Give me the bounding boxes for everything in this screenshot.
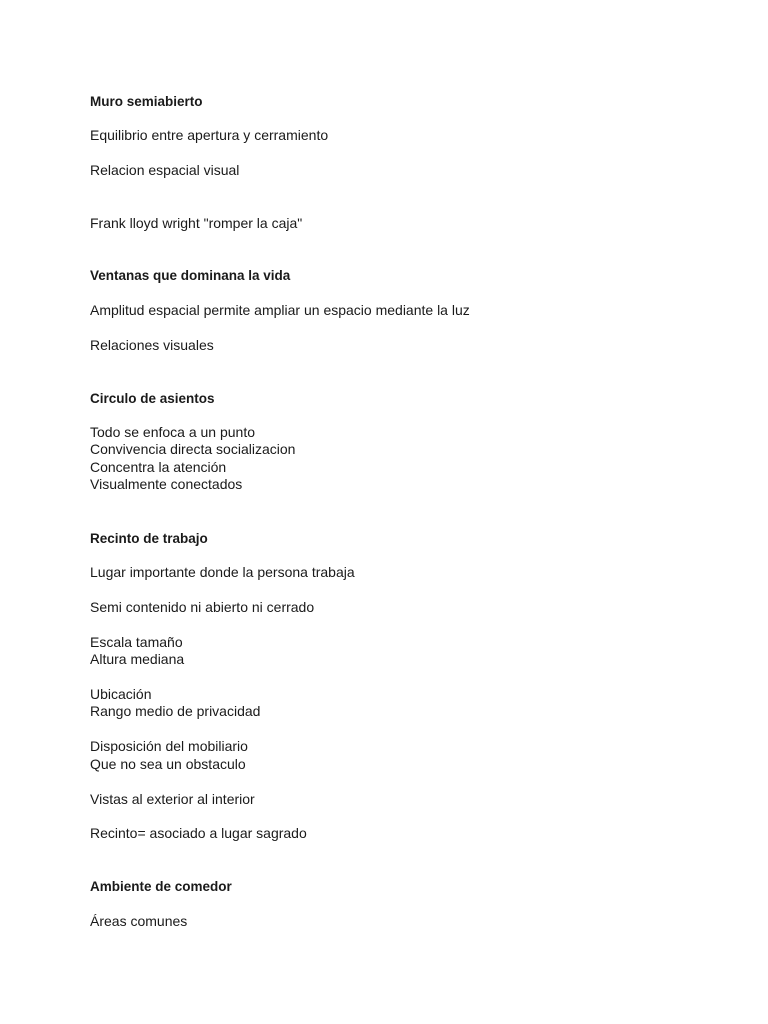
- text-line: Que no sea un obstaculo: [90, 756, 246, 772]
- text-line: Concentra la atención: [90, 459, 227, 475]
- text-line: Equilibrio entre apertura y cerramiento: [90, 127, 329, 143]
- text-line: Rango medio de privacidad: [90, 703, 261, 719]
- section-heading: Ventanas que dominana la vida: [90, 268, 291, 283]
- text-line: Ubicación: [90, 686, 152, 702]
- text-line: Semi contenido ni abierto ni cerrado: [90, 599, 315, 615]
- text-line: Lugar importante donde la persona trabaja: [90, 564, 355, 580]
- text-line: Convivencia directa socializacion: [90, 441, 296, 457]
- text-line: Altura mediana: [90, 651, 185, 667]
- text-line: Vistas al exterior al interior: [90, 791, 255, 807]
- text-line: Escala tamaño: [90, 634, 183, 650]
- text-line: Amplitud espacial permite ampliar un espacio mediante la luz: [90, 302, 470, 318]
- section-heading: Muro semiabierto: [90, 94, 203, 109]
- text-line: Visualmente conectados: [90, 476, 243, 492]
- section-heading: Ambiente de comedor: [90, 879, 232, 894]
- text-line: Disposición del mobiliario: [90, 738, 248, 754]
- text-line: Áreas comunes: [90, 913, 188, 929]
- text-line: Frank lloyd wright "romper la caja": [90, 215, 303, 231]
- section-heading: Circulo de asientos: [90, 391, 215, 406]
- text-line: Relaciones visuales: [90, 337, 214, 353]
- text-line: Recinto= asociado a lugar sagrado: [90, 825, 307, 841]
- text-line: Todo se enfoca a un punto: [90, 424, 256, 440]
- text-line: Relacion espacial visual: [90, 162, 240, 178]
- section-heading: Recinto de trabajo: [90, 531, 208, 546]
